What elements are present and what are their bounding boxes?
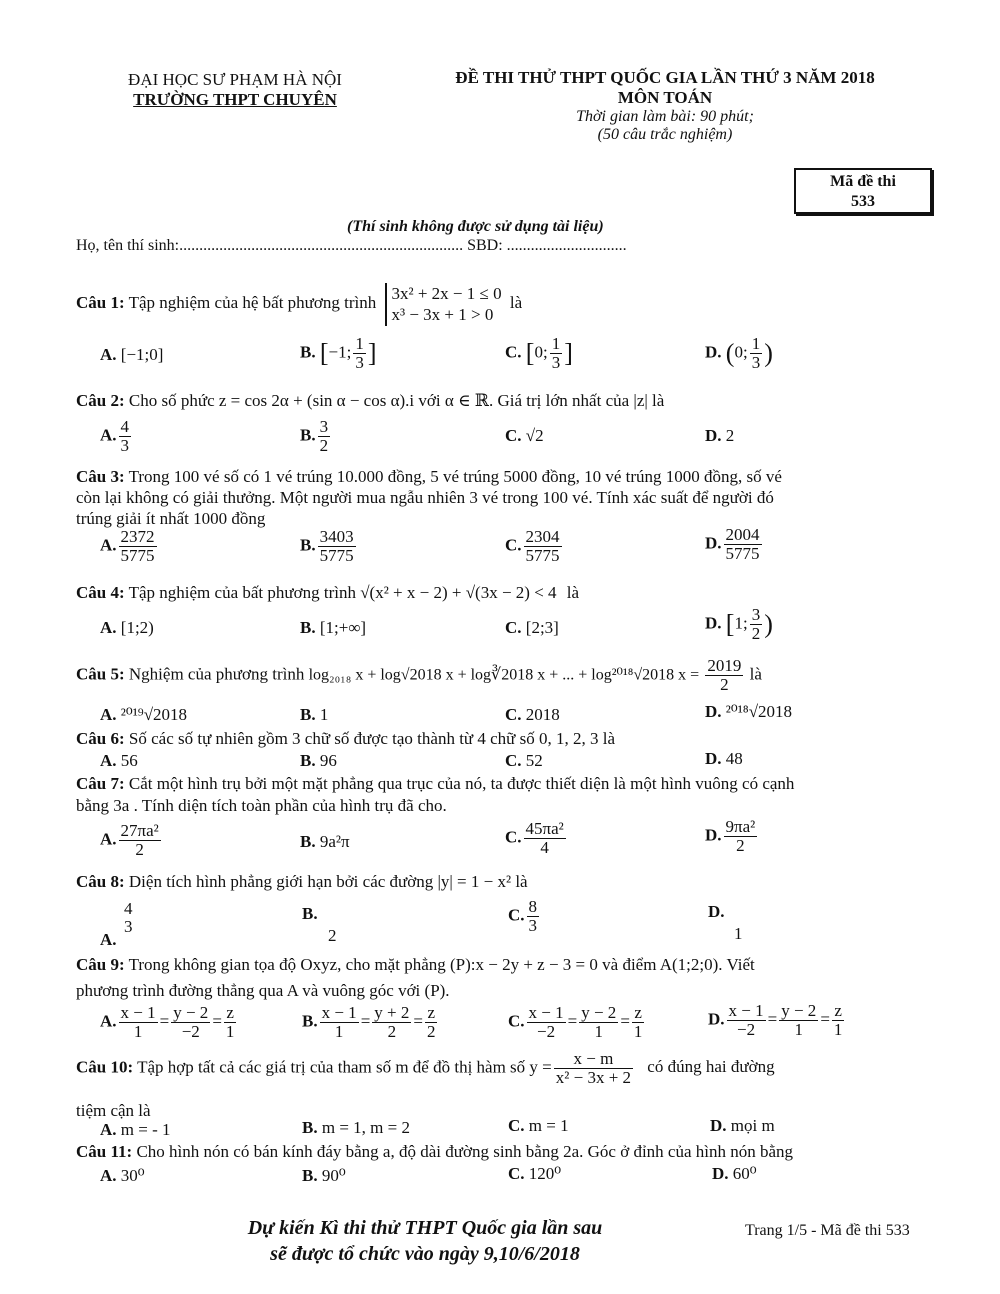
- question-label: Câu 2:: [76, 391, 125, 410]
- option-letter: A.: [100, 751, 117, 770]
- q10-option-d[interactable]: [710, 1116, 775, 1136]
- question-10: [76, 1050, 775, 1087]
- question-tail: có đúng hai đường: [647, 1057, 775, 1077]
- option-letter: D.: [710, 1116, 727, 1135]
- question-label: Câu 5:: [76, 664, 125, 684]
- option-letter: A.: [100, 829, 117, 849]
- option-letter: D.: [705, 426, 722, 445]
- frac-num: x − 1: [120, 1003, 156, 1022]
- option-value: 1;: [734, 613, 748, 633]
- q7-option-c[interactable]: [505, 820, 568, 857]
- option-letter: C.: [505, 705, 522, 724]
- frac-den: 5775: [319, 545, 354, 565]
- option-value: 90⁰: [321, 1166, 346, 1185]
- option-value: m = - 1: [120, 1120, 171, 1139]
- frac-num: 3403: [319, 527, 354, 546]
- school-line1: ĐẠI HỌC SƯ PHẠM HÀ NỘI: [128, 70, 342, 89]
- option-value: 1: [734, 924, 743, 943]
- q5-option-a[interactable]: [100, 705, 187, 725]
- option-letter: B.: [302, 1166, 318, 1185]
- question-tail: là: [509, 293, 523, 313]
- frac-num: 2019: [707, 656, 742, 675]
- question-label: Câu 11:: [76, 1142, 133, 1161]
- question-2: [76, 391, 664, 411]
- question-10-line-2: tiệm cận là: [76, 1101, 151, 1120]
- q10-option-c[interactable]: [508, 1116, 569, 1136]
- option-value: 2: [725, 426, 735, 445]
- option-letter: D.: [705, 825, 722, 845]
- option-letter: A.: [100, 345, 117, 364]
- option-letter: D.: [705, 533, 722, 553]
- option-value: [2;3]: [525, 618, 559, 637]
- frac-num: x − 1: [528, 1003, 564, 1022]
- option-letter: B.: [302, 904, 318, 923]
- question-label: Câu 1:: [76, 293, 125, 313]
- frac-num: 1: [751, 334, 761, 353]
- next-exam-line-1: Dự kiến Kì thi thử THPT Quốc gia lần sau: [247, 1217, 603, 1239]
- option-value: [−1;0]: [120, 345, 164, 364]
- frac-den: 1: [794, 1019, 804, 1039]
- frac-num: 45πa²: [525, 819, 564, 838]
- q11-option-c[interactable]: [508, 1164, 561, 1184]
- question-label: Câu 7:: [76, 774, 125, 793]
- question-3: [76, 466, 782, 529]
- option-value: 48: [725, 749, 743, 768]
- question-4: [76, 583, 579, 603]
- school-name: [95, 70, 375, 110]
- frac-den: 1: [594, 1021, 604, 1041]
- q6-option-a[interactable]: [100, 751, 138, 771]
- frac-den: 3: [124, 916, 133, 936]
- question-9: [76, 952, 755, 1004]
- question-line-2: phương trình đường thẳng qua A và vuông góc với (P).: [76, 981, 450, 1000]
- frac-den: 5775: [525, 545, 560, 565]
- frac-num: z: [224, 1004, 237, 1023]
- option-value: ²⁰¹⁹√2018: [120, 705, 188, 724]
- frac-den: 1: [133, 1021, 143, 1041]
- question-text: Tập hợp tất cả các giá trị của tham số m để đồ thị hàm số: [137, 1057, 526, 1077]
- inequality-expression: √(x² + x − 2) + √(3x − 2) < 4: [360, 583, 557, 602]
- option-value: 96: [319, 751, 337, 770]
- option-letter: C.: [508, 905, 525, 925]
- option-letter: A.: [100, 1120, 117, 1139]
- frac-num: 1: [551, 334, 561, 353]
- option-value: [1;2): [120, 618, 154, 637]
- frac-den: −2: [737, 1019, 756, 1039]
- frac-num: 3: [751, 605, 761, 624]
- inequality-system: [385, 283, 502, 326]
- q2-option-b[interactable]: [300, 418, 332, 455]
- frac-den: 2: [135, 839, 144, 859]
- exam-code-box: [794, 168, 932, 214]
- question-line-3: trúng giải ít nhất 1000 đồng: [76, 509, 266, 528]
- option-letter: D.: [708, 1009, 725, 1029]
- question-11: [76, 1142, 793, 1162]
- frac-num: 2304: [525, 527, 560, 546]
- option-letter: D.: [705, 749, 722, 768]
- option-value: 2018: [525, 705, 560, 724]
- q6-option-b[interactable]: [300, 751, 337, 771]
- question-count: (50 câu trắc nghiệm): [597, 126, 733, 143]
- question-label: Câu 4:: [76, 583, 125, 602]
- frac-den: 2: [736, 835, 745, 855]
- frac-num: 4: [124, 899, 133, 918]
- frac-den: −2: [181, 1021, 200, 1041]
- option-letter: B.: [300, 425, 316, 445]
- option-value: √2: [525, 426, 544, 445]
- frac-num: y + 2: [374, 1003, 410, 1022]
- option-letter: D.: [705, 613, 722, 633]
- question-line-2: còn lại không có giải thưởng. Một người mua ngẫu nhiên 3 vé trong 100 vé. Tính xác suất để người đó: [76, 488, 774, 507]
- frac-den: −2: [537, 1021, 556, 1041]
- exam-heading: [400, 68, 930, 144]
- q10-option-b[interactable]: [302, 1118, 410, 1138]
- option-letter: D.: [705, 702, 722, 721]
- q8-option-a-letter: A.: [100, 930, 117, 949]
- frac-num: z: [632, 1004, 645, 1023]
- frac-den: 2: [751, 623, 761, 643]
- complex-expression: z = cos 2α + (sin α − cos α).i: [218, 391, 415, 410]
- option-letter: A.: [100, 425, 117, 445]
- q7-option-d[interactable]: [705, 818, 759, 855]
- frac-den: 5775: [725, 543, 760, 563]
- option-value: m = 1, m = 2: [321, 1118, 410, 1137]
- frac-den: 2: [720, 674, 729, 694]
- q4-option-c[interactable]: [505, 618, 559, 638]
- q4-option-d[interactable]: D. [1; $\frac{3}{2}$ ): [705, 605, 773, 643]
- exam-code-label: Mã đề thi: [830, 173, 896, 190]
- option-value: 9a²π: [319, 832, 350, 851]
- option-value: 52: [525, 751, 543, 770]
- option-letter: C.: [505, 535, 522, 555]
- frac-den: 1: [633, 1021, 643, 1041]
- question-1: [76, 283, 522, 326]
- question-text: Nghiệm của phương trình: [128, 664, 305, 684]
- option-letter: B.: [302, 1011, 318, 1031]
- frac-den: 3: [355, 352, 364, 372]
- frac-den: 2: [319, 435, 329, 455]
- question-label: Câu 6:: [76, 729, 125, 748]
- frac-num: x − m: [554, 1050, 633, 1069]
- question-text: Số các số tự nhiên gồm 3 chữ số được tạo thành từ 4 chữ số 0, 1, 2, 3 là: [128, 729, 616, 748]
- option-letter: B.: [300, 618, 316, 637]
- q10-option-a[interactable]: [100, 1120, 171, 1140]
- frac-num: y − 2: [173, 1003, 209, 1022]
- q4-option-a[interactable]: [100, 618, 154, 638]
- option-letter: A.: [100, 618, 117, 637]
- frac-den: 1: [334, 1021, 344, 1041]
- next-exam-note: [205, 1215, 645, 1267]
- option-letter: B.: [300, 705, 316, 724]
- q7-option-b[interactable]: [300, 832, 350, 852]
- frac-num: y − 2: [581, 1003, 617, 1022]
- q6-option-c[interactable]: [505, 751, 543, 771]
- option-value: 0;: [534, 342, 548, 362]
- q1-option-b[interactable]: B. [−1; $\frac{1}{3}$ ]: [300, 334, 377, 372]
- option-letter: B.: [300, 342, 316, 362]
- system-line-2: x³ − 3x + 1 > 0: [391, 305, 494, 325]
- question-line-1: Trong 100 vé số có 1 vé trúng 10.000 đồng, 5 vé trúng 5000 đồng, 10 vé trúng 1000 đồng, số vé: [128, 467, 782, 486]
- frac-den: 2: [426, 1021, 436, 1041]
- q9-option-c[interactable]: C. $\frac{x - 1}{-2}$ = $\frac{y - 2}{1}$ = $\frac{z}{1}$: [508, 1003, 643, 1041]
- question-5: [76, 657, 762, 694]
- option-letter: A.: [100, 1011, 117, 1031]
- frac-num: y − 2: [781, 1001, 817, 1020]
- q7-option-a[interactable]: [100, 822, 163, 859]
- q3-option-d[interactable]: [705, 526, 764, 563]
- option-letter: D.: [712, 1164, 729, 1183]
- option-letter: C.: [505, 618, 522, 637]
- question-label: Câu 10:: [76, 1057, 134, 1077]
- frac-den: 5775: [120, 545, 155, 565]
- question-text-2: với α ∈ ℝ. Giá trị lớn nhất của |z| là: [418, 391, 665, 410]
- question-text: Diện tích hình phẳng giới hạn bởi các đường |y| = 1 − x² là: [128, 872, 528, 891]
- question-8: [76, 872, 528, 892]
- frac-num: 8: [528, 897, 538, 916]
- option-value: [1;+∞]: [319, 618, 367, 637]
- q11-option-a[interactable]: [100, 1166, 145, 1186]
- question-line-2: bằng 3a . Tính diện tích toàn phần của hình trụ đã cho.: [76, 796, 447, 815]
- frac-num: 1: [355, 334, 364, 353]
- q8-option-d[interactable]: [708, 901, 743, 945]
- question-label: Câu 3:: [76, 467, 125, 486]
- question-text: Tập nghiệm của hệ bất phương trình: [128, 293, 377, 313]
- frac-num: z: [832, 1002, 845, 1021]
- q4-option-b[interactable]: [300, 618, 366, 638]
- q11-option-b[interactable]: [302, 1166, 346, 1186]
- question-6: [76, 729, 615, 749]
- function-y: y =: [529, 1057, 552, 1077]
- frac-num: 9πa²: [725, 817, 756, 836]
- option-letter: C.: [505, 426, 522, 445]
- option-letter: C.: [505, 342, 522, 362]
- question-text: Cho số phức: [128, 391, 215, 410]
- q6-option-d[interactable]: [705, 749, 743, 769]
- frac-den: 2: [387, 1021, 397, 1041]
- frac-den: 3: [751, 352, 761, 372]
- question-text: Tập nghiệm của bất phương trình: [128, 583, 356, 602]
- option-value: m = 1: [528, 1116, 569, 1135]
- q1-option-a[interactable]: [100, 345, 163, 365]
- option-letter: A.: [100, 535, 117, 555]
- subject: MÔN TOÁN: [617, 88, 713, 107]
- q5-option-d[interactable]: [705, 702, 792, 722]
- option-letter: A.: [100, 705, 117, 724]
- school-line2: TRƯỜNG THPT CHUYÊN: [133, 90, 337, 109]
- q3-option-b[interactable]: [300, 528, 358, 565]
- option-value: 1: [319, 705, 329, 724]
- system-line-1: 3x² + 2x − 1 ≤ 0: [391, 284, 502, 303]
- exam-code-value: 533: [851, 193, 875, 210]
- question-label: Câu 8:: [76, 872, 125, 891]
- option-value: 2: [328, 926, 337, 945]
- option-letter: B.: [300, 832, 316, 851]
- frac-den: 3: [551, 352, 561, 372]
- option-value: 56: [120, 751, 138, 770]
- page-number: Trang 1/5 - Mã đề thi 533: [745, 1222, 910, 1239]
- q9-option-b[interactable]: B. $\frac{x - 1}{1}$ = $\frac{y + 2}{2}$ = $\frac{z}{2}$: [302, 1003, 436, 1041]
- frac-num: 2372: [120, 527, 155, 546]
- q8-option-c[interactable]: [508, 898, 541, 935]
- q8-option-b[interactable]: [302, 903, 337, 947]
- option-value: ²⁰¹⁸√2018: [725, 702, 793, 721]
- frac-den: 3: [120, 435, 130, 455]
- option-letter: C.: [508, 1164, 525, 1183]
- question-tail: là: [749, 664, 762, 684]
- question-line-1: Cắt một hình trụ bởi một mặt phẳng qua trục của nó, ta được thiết diện là một hình vuông có cạnh: [128, 774, 795, 793]
- option-value: 0;: [734, 342, 748, 362]
- option-letter: D.: [708, 902, 725, 921]
- frac-num: z: [425, 1004, 438, 1023]
- q9-option-a[interactable]: A. $\frac{x - 1}{1}$ = $\frac{y - 2}{-2}$ = $\frac{z}{1}$: [100, 1003, 235, 1041]
- q2-option-a[interactable]: [100, 418, 133, 455]
- option-value: 120⁰: [528, 1164, 562, 1183]
- exam-title: ĐỀ THI THỬ THPT QUỐC GIA LẦN THỨ 3 NĂM 2018: [455, 68, 875, 87]
- frac-num: 2004: [725, 525, 760, 544]
- next-exam-line-2: sẽ được tổ chức vào ngày 9,10/6/2018: [270, 1243, 580, 1265]
- frac-den: 1: [833, 1019, 843, 1039]
- question-tail: là: [566, 583, 580, 602]
- frac-num: 3: [319, 417, 329, 436]
- option-value: 60⁰: [732, 1164, 757, 1183]
- frac-num: 4: [120, 417, 130, 436]
- option-value: mọi m: [730, 1116, 775, 1135]
- log-expression: log₂₀₁₈ x + log√2018 x + log∛2018 x + ... + log²⁰¹⁸√2018 x =: [308, 666, 700, 684]
- option-letter: B.: [300, 535, 316, 555]
- frac-num: x − 1: [728, 1001, 764, 1020]
- frac-den: 1: [225, 1021, 235, 1041]
- option-letter: B.: [302, 1118, 318, 1137]
- option-letter: B.: [300, 751, 316, 770]
- q5-option-b[interactable]: [300, 705, 328, 725]
- q1-option-d[interactable]: D. (0; $\frac{1}{3}$ ): [705, 334, 773, 372]
- q9-option-d[interactable]: D. $\frac{x - 1}{-2}$ = $\frac{y - 2}{1}$ = $\frac{z}{1}$: [708, 1001, 843, 1039]
- question-line-1: Trong không gian tọa độ Oxyz, cho mặt phẳng (P):x − 2y + z − 3 = 0 và điểm A(1;2;0). Viết: [128, 955, 755, 974]
- frac-den: 4: [540, 837, 549, 857]
- question-text: Cho hình nón có bán kính đáy bằng a, độ dài đường sinh bằng 2a. Góc ở đỉnh của hình nón bằng: [136, 1142, 794, 1161]
- question-label: Câu 9:: [76, 955, 125, 974]
- option-letter: C.: [508, 1116, 525, 1135]
- option-value: 30⁰: [120, 1166, 145, 1185]
- frac-den: 3: [528, 915, 538, 935]
- question-7: [76, 773, 794, 817]
- option-value: −1;: [328, 342, 352, 362]
- frac-den: x² − 3x + 2: [555, 1067, 632, 1087]
- option-letter: D.: [705, 342, 722, 362]
- q2-option-d[interactable]: [705, 426, 734, 446]
- option-letter: C.: [505, 751, 522, 770]
- option-letter: A.: [100, 1166, 117, 1185]
- q5-option-c[interactable]: [505, 705, 560, 725]
- exam-time: Thời gian làm bài: 90 phút;: [576, 108, 754, 125]
- frac-num: x − 1: [321, 1003, 357, 1022]
- no-documents-note: (Thí sinh không được sử dụng tài liệu): [347, 218, 604, 235]
- q2-option-c[interactable]: [505, 426, 544, 446]
- option-letter: C.: [508, 1011, 525, 1031]
- q3-option-c[interactable]: [505, 528, 564, 565]
- q11-option-d[interactable]: [712, 1164, 757, 1184]
- q3-option-a[interactable]: [100, 528, 159, 565]
- frac-num: 27πa²: [120, 821, 159, 840]
- option-letter: C.: [505, 827, 522, 847]
- q1-option-c[interactable]: C. [0; $\frac{1}{3}$ ]: [505, 334, 573, 372]
- candidate-name-field: Họ, tên thí sinh:....................................................................... SBD: ..............................: [76, 237, 627, 254]
